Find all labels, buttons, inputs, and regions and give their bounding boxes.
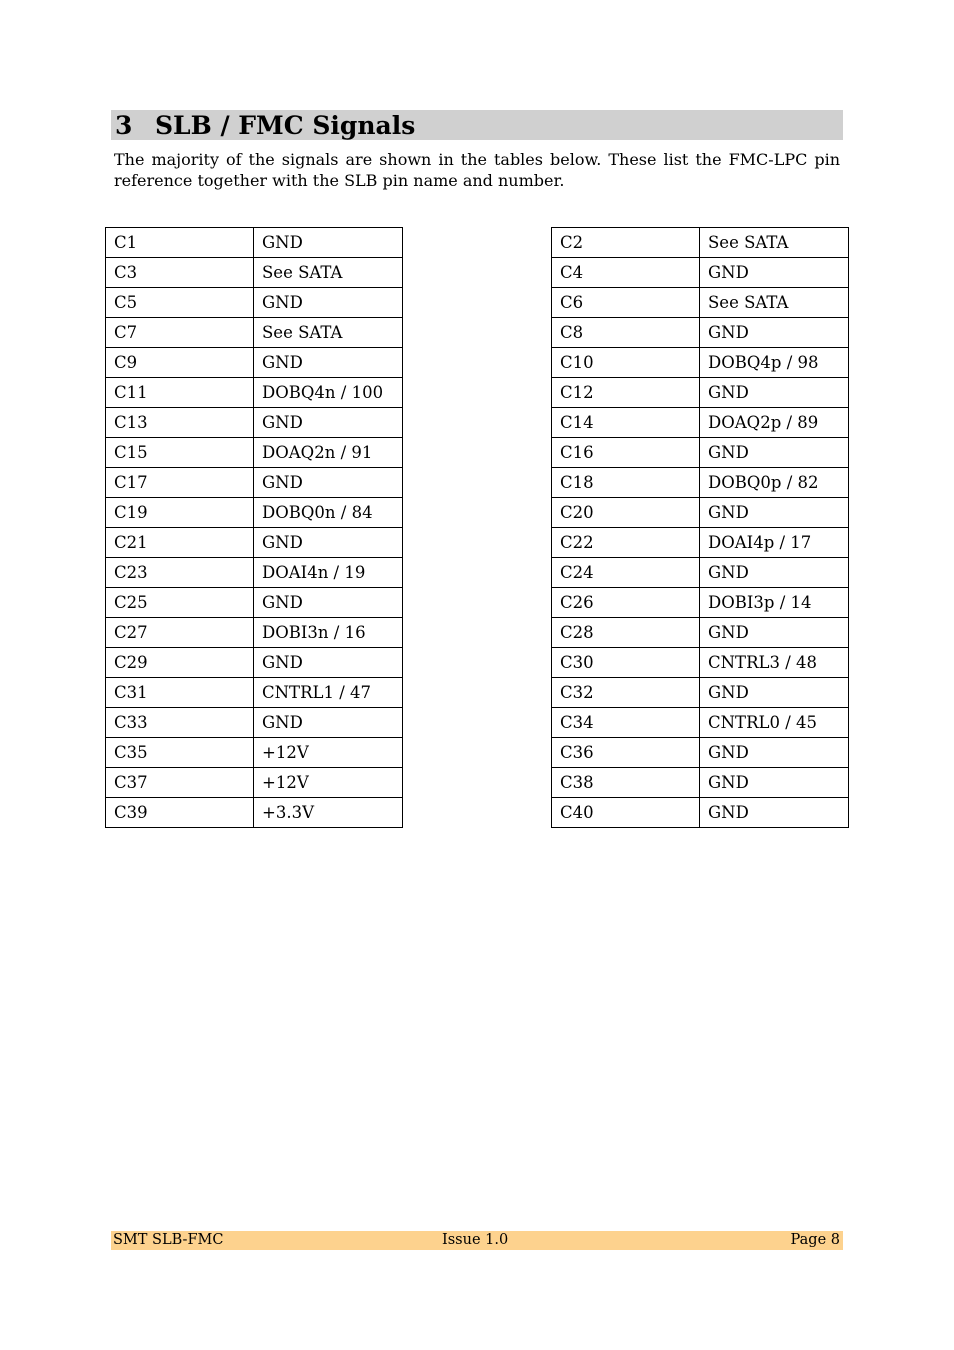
table-row — [552, 648, 849, 678]
signal-cell: GND — [700, 558, 849, 588]
table-row — [106, 438, 403, 468]
pin-reference-cell: C16 — [552, 438, 700, 468]
signal-cell: See SATA — [700, 288, 849, 318]
footer-document-name: SMT SLB-FMC — [113, 1232, 224, 1248]
pin-reference-cell: C2 — [552, 228, 700, 258]
section-title: SLB / FMC Signals — [155, 111, 416, 140]
pin-reference-cell: C10 — [552, 348, 700, 378]
pin-reference-cell: C35 — [106, 738, 254, 768]
table-row — [552, 348, 849, 378]
table-row — [552, 768, 849, 798]
pin-reference-cell: C28 — [552, 618, 700, 648]
pin-reference-cell: C25 — [106, 588, 254, 618]
signal-cell: DOBQ4n / 100 — [254, 378, 403, 408]
signal-cell: GND — [254, 228, 403, 258]
signal-cell: CNTRL1 / 47 — [254, 678, 403, 708]
pin-reference-cell: C22 — [552, 528, 700, 558]
signal-cell: GND — [254, 288, 403, 318]
table-row — [552, 258, 849, 288]
pin-reference-cell: C12 — [552, 378, 700, 408]
footer-issue: Issue 1.0 — [442, 1232, 509, 1248]
signal-cell: DOBQ0n / 84 — [254, 498, 403, 528]
pin-reference-cell: C14 — [552, 408, 700, 438]
section-heading — [111, 110, 843, 140]
pin-reference-cell: C29 — [106, 648, 254, 678]
pin-reference-cell: C23 — [106, 558, 254, 588]
pin-reference-cell: C37 — [106, 768, 254, 798]
footer-page-number: Page 8 — [790, 1232, 840, 1248]
table-row — [106, 618, 403, 648]
pin-reference-cell: C36 — [552, 738, 700, 768]
pin-reference-cell: C39 — [106, 798, 254, 828]
table-row — [106, 708, 403, 738]
signal-cell: GND — [700, 798, 849, 828]
pin-reference-cell: C32 — [552, 678, 700, 708]
pin-reference-cell: C18 — [552, 468, 700, 498]
signal-cell: +3.3V — [254, 798, 403, 828]
pin-reference-cell: C19 — [106, 498, 254, 528]
table-row — [552, 438, 849, 468]
signal-cell: CNTRL0 / 45 — [700, 708, 849, 738]
signal-cell: GND — [254, 708, 403, 738]
table-row — [552, 708, 849, 738]
pin-reference-cell: C31 — [106, 678, 254, 708]
pin-table-left — [105, 227, 403, 828]
pin-reference-cell: C7 — [106, 318, 254, 348]
table-row — [106, 798, 403, 828]
table-row — [552, 318, 849, 348]
signal-cell: DOBI3n / 16 — [254, 618, 403, 648]
signal-cell: DOBQ0p / 82 — [700, 468, 849, 498]
pin-reference-cell: C6 — [552, 288, 700, 318]
pin-reference-cell: C33 — [106, 708, 254, 738]
pin-reference-cell: C34 — [552, 708, 700, 738]
table-row — [552, 558, 849, 588]
signal-cell: DOAQ2n / 91 — [254, 438, 403, 468]
signal-cell: See SATA — [254, 318, 403, 348]
pin-reference-cell: C20 — [552, 498, 700, 528]
pin-reference-cell: C4 — [552, 258, 700, 288]
table-row — [552, 288, 849, 318]
table-row — [552, 228, 849, 258]
signal-cell: DOAQ2p / 89 — [700, 408, 849, 438]
signal-cell: GND — [700, 738, 849, 768]
page-footer — [111, 1231, 843, 1250]
pin-reference-cell: C27 — [106, 618, 254, 648]
table-row — [552, 588, 849, 618]
table-row — [106, 408, 403, 438]
table-row — [106, 648, 403, 678]
signal-cell: See SATA — [700, 228, 849, 258]
signal-cell: GND — [254, 528, 403, 558]
pin-table-right — [551, 227, 849, 828]
signal-cell: GND — [700, 438, 849, 468]
signal-cell: +12V — [254, 738, 403, 768]
signal-cell: GND — [700, 258, 849, 288]
table-row — [552, 738, 849, 768]
table-row — [106, 318, 403, 348]
table-row — [106, 528, 403, 558]
signal-cell: DOBI3p / 14 — [700, 588, 849, 618]
signal-cell: GND — [700, 498, 849, 528]
signal-cell: See SATA — [254, 258, 403, 288]
signal-cell: GND — [700, 318, 849, 348]
signal-cell: DOBQ4p / 98 — [700, 348, 849, 378]
pin-reference-cell: C11 — [106, 378, 254, 408]
pin-reference-cell: C26 — [552, 588, 700, 618]
table-row — [552, 528, 849, 558]
table-row — [552, 798, 849, 828]
pin-reference-cell: C21 — [106, 528, 254, 558]
table-row — [106, 498, 403, 528]
signal-cell: DOAI4n / 19 — [254, 558, 403, 588]
signal-cell: GND — [254, 588, 403, 618]
table-row — [106, 768, 403, 798]
table-row — [106, 378, 403, 408]
table-row — [106, 288, 403, 318]
signal-cell: +12V — [254, 768, 403, 798]
table-row — [552, 678, 849, 708]
pin-reference-cell: C13 — [106, 408, 254, 438]
table-row — [106, 678, 403, 708]
pin-reference-cell: C38 — [552, 768, 700, 798]
pin-reference-cell: C5 — [106, 288, 254, 318]
signal-cell: GND — [254, 348, 403, 378]
signal-cell: CNTRL3 / 48 — [700, 648, 849, 678]
signal-cell: GND — [700, 378, 849, 408]
signal-cell: GND — [254, 648, 403, 678]
signal-cell: GND — [700, 768, 849, 798]
pin-reference-cell: C24 — [552, 558, 700, 588]
signal-cell: GND — [254, 408, 403, 438]
table-row — [106, 258, 403, 288]
table-row — [106, 468, 403, 498]
pin-reference-cell: C3 — [106, 258, 254, 288]
pin-reference-cell: C17 — [106, 468, 254, 498]
pin-reference-cell: C9 — [106, 348, 254, 378]
table-row — [106, 228, 403, 258]
signal-cell: GND — [700, 618, 849, 648]
signal-cell: DOAI4p / 17 — [700, 528, 849, 558]
intro-paragraph: The majority of the signals are shown in the tables below. These list the FMC-LPC pin reference together with the SLB pin name and number. — [114, 150, 840, 190]
table-row — [552, 408, 849, 438]
pin-reference-cell: C8 — [552, 318, 700, 348]
pin-reference-cell: C30 — [552, 648, 700, 678]
signal-cell: GND — [700, 678, 849, 708]
section-number: 3 — [115, 111, 133, 140]
pin-reference-cell: C1 — [106, 228, 254, 258]
table-row — [552, 618, 849, 648]
pin-reference-cell: C40 — [552, 798, 700, 828]
table-row — [552, 498, 849, 528]
table-row — [106, 588, 403, 618]
table-row — [552, 378, 849, 408]
table-row — [552, 468, 849, 498]
signal-cell: GND — [254, 468, 403, 498]
pin-reference-cell: C15 — [106, 438, 254, 468]
table-row — [106, 738, 403, 768]
table-row — [106, 348, 403, 378]
table-row — [106, 558, 403, 588]
